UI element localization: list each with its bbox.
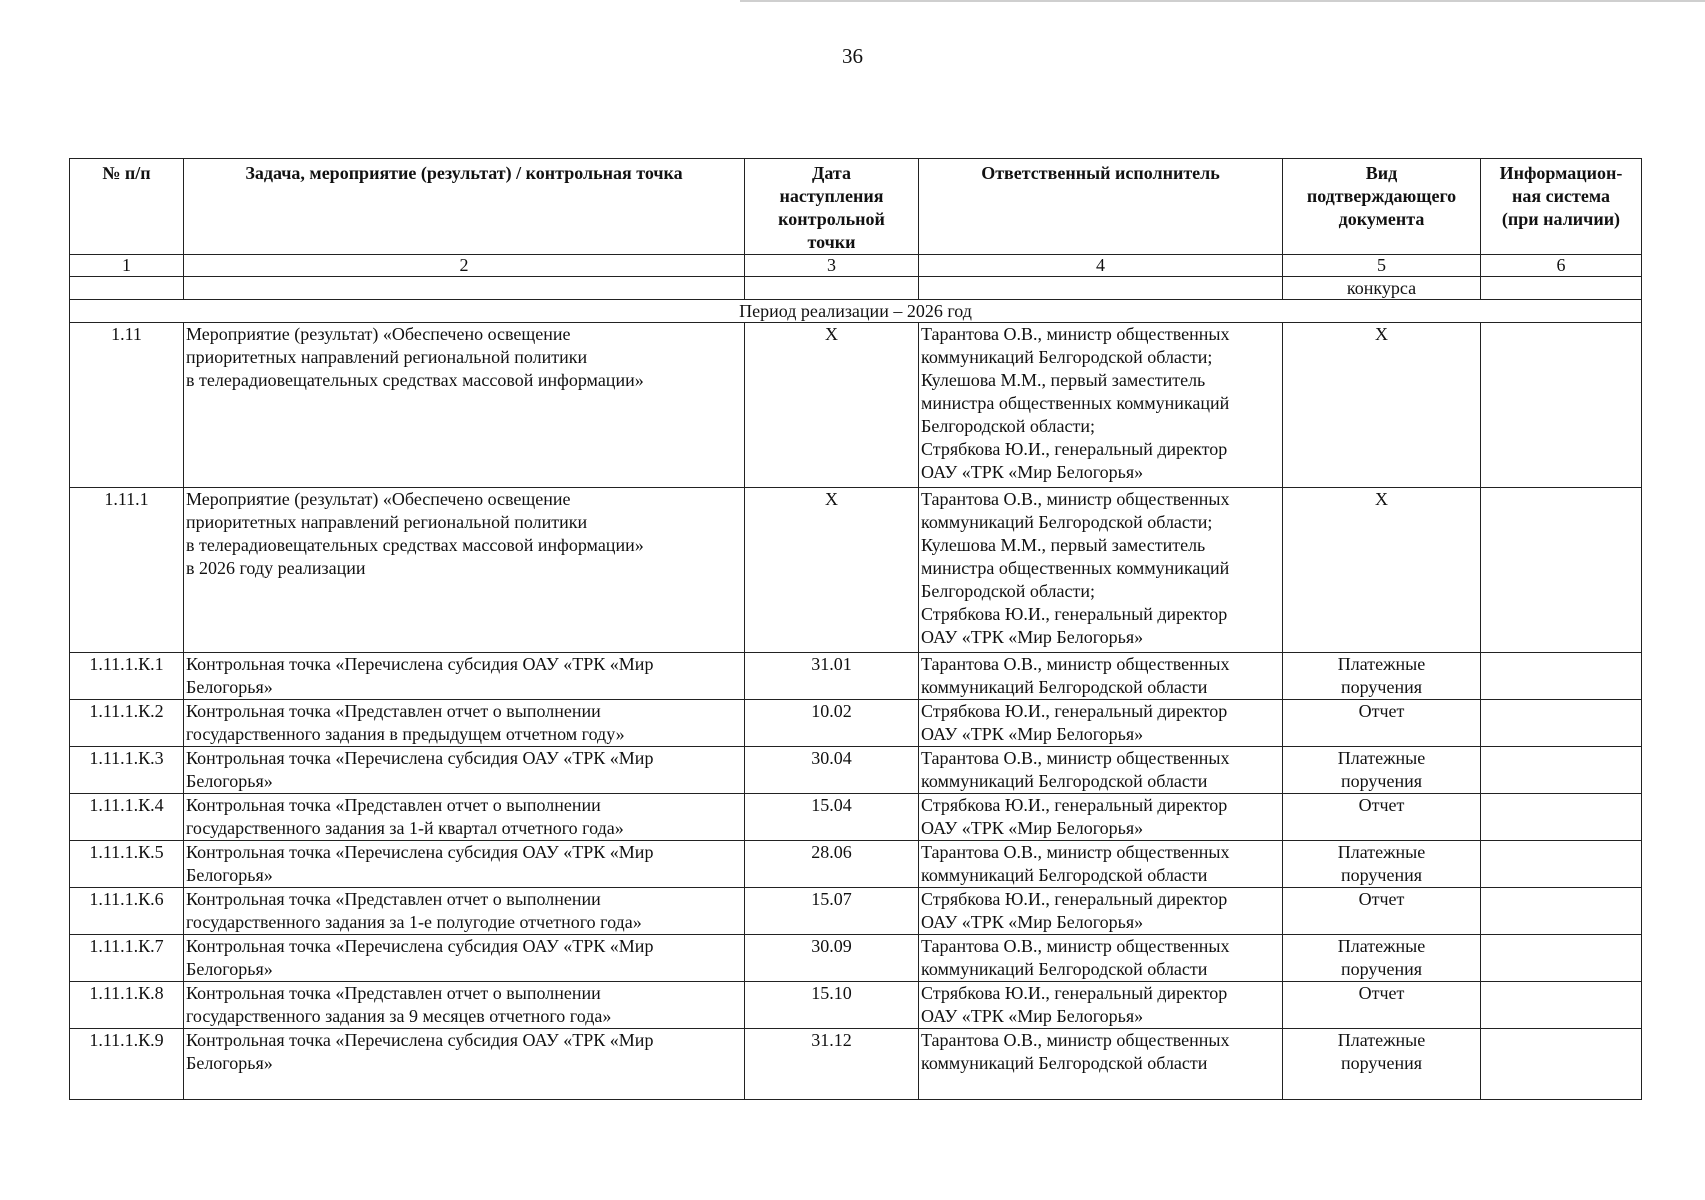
row-document: X xyxy=(1283,488,1481,653)
row-document: Платежные поручения xyxy=(1283,653,1481,700)
row-system xyxy=(1481,888,1642,935)
row-number: 1.11.1 xyxy=(70,488,184,653)
row-document: X xyxy=(1283,323,1481,488)
row-date: 15.07 xyxy=(745,888,919,935)
header-document: Вид подтверждающего документа xyxy=(1283,159,1481,255)
row-responsible: Стрябкова Ю.И., генеральный директор ОАУ «ТРК «Мир Белогорья» xyxy=(919,794,1283,841)
row-number: 1.11.1.К.9 xyxy=(70,1029,184,1100)
row-responsible: Тарантова О.В., министр общественных коммуникаций Белгородской области xyxy=(919,841,1283,888)
row-system xyxy=(1481,982,1642,1029)
row-date: 30.09 xyxy=(745,935,919,982)
row-responsible: Тарантова О.В., министр общественных коммуникаций Белгородской области xyxy=(919,747,1283,794)
row-number: 1.11.1.К.1 xyxy=(70,653,184,700)
row-date: 10.02 xyxy=(745,700,919,747)
row-system xyxy=(1481,1029,1642,1100)
row-date: 15.04 xyxy=(745,794,919,841)
row-date: 15.10 xyxy=(745,982,919,1029)
scan-edge-line xyxy=(740,0,1705,2)
header-row xyxy=(70,159,1642,255)
row-number: 1.11.1.К.6 xyxy=(70,888,184,935)
row-responsible: Тарантова О.В., министр общественных коммуникаций Белгородской области xyxy=(919,935,1283,982)
table-row xyxy=(70,488,1642,653)
row-system xyxy=(1481,653,1642,700)
row-date: X xyxy=(745,488,919,653)
column-index: 2 xyxy=(184,255,745,277)
row-task: Мероприятие (результат) «Обеспечено освещение приоритетных направлений региональной политики в телерадиовещательных средствах массовой информации» xyxy=(184,323,745,488)
row-task: Контрольная точка «Представлен отчет о выполнении государственного задания за 1-й квартал отчетного года» xyxy=(184,794,745,841)
row-task: Контрольная точка «Перечислена субсидия ОАУ «ТРК «Мир Белогорья» xyxy=(184,935,745,982)
continuation-row xyxy=(70,277,1642,300)
row-task: Контрольная точка «Перечислена субсидия ОАУ «ТРК «Мир Белогорья» xyxy=(184,1029,745,1100)
row-responsible: Тарантова О.В., министр общественных коммуникаций Белгородской области; Кулешова М.М., первый заместитель министра общественных коммуникаций Белгородской области; Стрябкова Ю.И., генеральный директор ОАУ «ТРК «Мир Белогорья» xyxy=(919,488,1283,653)
row-responsible: Стрябкова Ю.И., генеральный директор ОАУ «ТРК «Мир Белогорья» xyxy=(919,982,1283,1029)
header-system: Информацион- ная система (при наличии) xyxy=(1481,159,1642,255)
row-number: 1.11.1.К.2 xyxy=(70,700,184,747)
period-row xyxy=(70,300,1642,323)
table-row xyxy=(70,982,1642,1029)
row-responsible: Тарантова О.В., министр общественных коммуникаций Белгородской области; Кулешова М.М., первый заместитель министра общественных коммуникаций Белгородской области; Стрябкова Ю.И., генеральный директор ОАУ «ТРК «Мир Белогорья» xyxy=(919,323,1283,488)
row-system xyxy=(1481,700,1642,747)
row-document: Платежные поручения xyxy=(1283,1029,1481,1100)
table-row xyxy=(70,888,1642,935)
row-task: Контрольная точка «Представлен отчет о выполнении государственного задания за 9 месяцев отчетного года» xyxy=(184,982,745,1029)
row-number: 1.11.1.К.7 xyxy=(70,935,184,982)
row-document: Платежные поручения xyxy=(1283,935,1481,982)
column-index-row xyxy=(70,255,1642,277)
table-row xyxy=(70,653,1642,700)
table-row xyxy=(70,794,1642,841)
period-label: Период реализации – 2026 год xyxy=(70,300,1642,323)
row-document: Отчет xyxy=(1283,700,1481,747)
row-system xyxy=(1481,488,1642,653)
row-task: Контрольная точка «Представлен отчет о выполнении государственного задания в предыдущем отчетном году» xyxy=(184,700,745,747)
row-date: 28.06 xyxy=(745,841,919,888)
column-index: 4 xyxy=(919,255,1283,277)
row-task: Контрольная точка «Представлен отчет о выполнении государственного задания за 1-е полугодие отчетного года» xyxy=(184,888,745,935)
implementation-plan-table xyxy=(69,158,1642,1100)
row-number: 1.11 xyxy=(70,323,184,488)
row-document: Платежные поручения xyxy=(1283,841,1481,888)
row-task: Контрольная точка «Перечислена субсидия ОАУ «ТРК «Мир Белогорья» xyxy=(184,653,745,700)
row-system xyxy=(1481,794,1642,841)
table-row xyxy=(70,323,1642,488)
row-document: Отчет xyxy=(1283,794,1481,841)
row-number: 1.11.1.К.5 xyxy=(70,841,184,888)
row-date: 31.12 xyxy=(745,1029,919,1100)
row-number: 1.11.1.К.3 xyxy=(70,747,184,794)
header-number: № п/п xyxy=(70,159,184,255)
row-task: Контрольная точка «Перечислена субсидия ОАУ «ТРК «Мир Белогорья» xyxy=(184,747,745,794)
header-date: Дата наступления контрольной точки xyxy=(745,159,919,255)
column-index: 3 xyxy=(745,255,919,277)
row-date: X xyxy=(745,323,919,488)
table-row xyxy=(70,1029,1642,1100)
row-task: Мероприятие (результат) «Обеспечено освещение приоритетных направлений региональной политики в телерадиовещательных средствах массовой информации» в 2026 году реализации xyxy=(184,488,745,653)
column-index: 6 xyxy=(1481,255,1642,277)
row-responsible: Стрябкова Ю.И., генеральный директор ОАУ «ТРК «Мир Белогорья» xyxy=(919,700,1283,747)
row-document: Платежные поручения xyxy=(1283,747,1481,794)
row-responsible: Тарантова О.В., министр общественных коммуникаций Белгородской области xyxy=(919,653,1283,700)
row-system xyxy=(1481,841,1642,888)
row-responsible: Стрябкова Ю.И., генеральный директор ОАУ «ТРК «Мир Белогорья» xyxy=(919,888,1283,935)
column-index: 1 xyxy=(70,255,184,277)
row-number: 1.11.1.К.8 xyxy=(70,982,184,1029)
continuation-document-cell: конкурса xyxy=(1283,277,1481,300)
table-row xyxy=(70,747,1642,794)
table-row xyxy=(70,841,1642,888)
row-responsible: Тарантова О.В., министр общественных коммуникаций Белгородской области xyxy=(919,1029,1283,1100)
row-document: Отчет xyxy=(1283,982,1481,1029)
table-row xyxy=(70,700,1642,747)
column-index: 5 xyxy=(1283,255,1481,277)
row-date: 30.04 xyxy=(745,747,919,794)
row-system xyxy=(1481,747,1642,794)
row-document: Отчет xyxy=(1283,888,1481,935)
row-number: 1.11.1.К.4 xyxy=(70,794,184,841)
row-task: Контрольная точка «Перечислена субсидия ОАУ «ТРК «Мир Белогорья» xyxy=(184,841,745,888)
page-number: 36 xyxy=(842,44,863,68)
row-date: 31.01 xyxy=(745,653,919,700)
table-row xyxy=(70,935,1642,982)
header-responsible: Ответственный исполнитель xyxy=(919,159,1283,255)
row-system xyxy=(1481,323,1642,488)
header-task: Задача, мероприятие (результат) / контрольная точка xyxy=(184,159,745,255)
row-system xyxy=(1481,935,1642,982)
